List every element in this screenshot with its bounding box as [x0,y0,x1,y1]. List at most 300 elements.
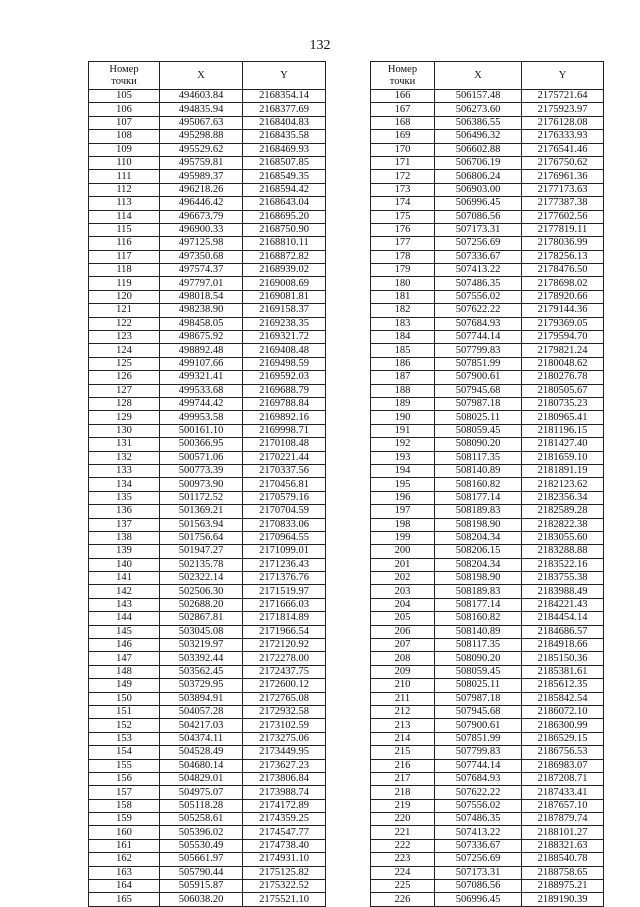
cell-point-number: 183 [371,317,435,330]
table-row [371,786,604,799]
cell-x: 504528.49 [160,746,243,759]
cell-x: 502135.78 [160,558,243,571]
cell-point-number: 217 [371,772,435,785]
cell-y: 2178476.50 [522,264,604,277]
cell-point-number: 111 [89,170,160,183]
table-row [371,411,604,424]
table-row [371,170,604,183]
table-row [371,384,604,397]
table-row [371,478,604,491]
cell-y: 2180276.78 [522,371,604,384]
table-row [89,531,326,544]
cell-x: 498675.92 [160,331,243,344]
table-row [89,692,326,705]
cell-x: 501172.52 [160,491,243,504]
cell-x: 494603.84 [160,90,243,103]
cell-point-number: 197 [371,505,435,518]
cell-y: 2170704.59 [243,505,326,518]
page-number: 132 [309,38,331,53]
table-row [89,197,326,210]
cell-y: 2170456.81 [243,478,326,491]
cell-x: 504680.14 [160,759,243,772]
table-row [371,143,604,156]
table-row [371,237,604,250]
cell-y: 2176333.93 [522,130,604,143]
cell-x: 508204.34 [435,531,522,544]
cell-point-number: 207 [371,639,435,652]
cell-x: 499321.41 [160,371,243,384]
table-row [89,90,326,103]
cell-point-number: 143 [89,598,160,611]
cell-x: 508160.82 [435,612,522,625]
cell-x: 507684.93 [435,772,522,785]
cell-point-number: 209 [371,665,435,678]
header-y: Y [522,62,604,90]
table-row [371,304,604,317]
cell-point-number: 161 [89,839,160,852]
cell-x: 508189.83 [435,585,522,598]
cell-point-number: 180 [371,277,435,290]
cell-y: 2185150.36 [522,652,604,665]
cell-y: 2178036.99 [522,237,604,250]
table-row [89,250,326,263]
cell-point-number: 133 [89,464,160,477]
cell-point-number: 167 [371,103,435,116]
cell-y: 2186983.07 [522,759,604,772]
cell-x: 500366.95 [160,438,243,451]
cell-y: 2169158.37 [243,304,326,317]
cell-point-number: 106 [89,103,160,116]
cell-x: 508090.20 [435,652,522,665]
table-row [89,183,326,196]
cell-y: 2170579.16 [243,491,326,504]
table-row [371,277,604,290]
cell-point-number: 190 [371,411,435,424]
cell-point-number: 152 [89,719,160,732]
table-row [371,505,604,518]
cell-x: 507413.22 [435,826,522,839]
cell-x: 505396.02 [160,826,243,839]
cell-y: 2185842.54 [522,692,604,705]
cell-point-number: 208 [371,652,435,665]
table-row [371,344,604,357]
cell-y: 2177173.63 [522,183,604,196]
cell-x: 507086.56 [435,880,522,893]
cell-y: 2184221.43 [522,598,604,611]
table-row [371,223,604,236]
cell-x: 508025.11 [435,411,522,424]
cell-point-number: 185 [371,344,435,357]
cell-point-number: 157 [89,786,160,799]
cell-point-number: 226 [371,893,435,906]
cell-y: 2184686.57 [522,625,604,638]
cell-y: 2186756.53 [522,746,604,759]
cell-point-number: 205 [371,612,435,625]
cell-x: 506996.45 [435,197,522,210]
cell-y: 2169408.48 [243,344,326,357]
cell-y: 2180965.41 [522,411,604,424]
cell-x: 507799.83 [435,344,522,357]
cell-y: 2180735.23 [522,397,604,410]
cell-point-number: 141 [89,572,160,585]
cell-x: 508059.45 [435,424,522,437]
cell-point-number: 176 [371,223,435,236]
cell-y: 2181891.19 [522,464,604,477]
cell-y: 2172120.92 [243,639,326,652]
cell-point-number: 147 [89,652,160,665]
cell-x: 495529.62 [160,143,243,156]
cell-x: 508177.14 [435,491,522,504]
cell-y: 2187433.41 [522,786,604,799]
table-row [89,103,326,116]
cell-y: 2182356.34 [522,491,604,504]
cell-x: 507744.14 [435,759,522,772]
cell-x: 495989.37 [160,170,243,183]
cell-point-number: 196 [371,491,435,504]
cell-y: 2170108.48 [243,438,326,451]
table-row [89,518,326,531]
table-row [371,331,604,344]
table-row [89,424,326,437]
cell-y: 2183055.60 [522,531,604,544]
cell-y: 2174738.40 [243,839,326,852]
cell-point-number: 204 [371,598,435,611]
table-row [89,612,326,625]
table-row [371,612,604,625]
cell-point-number: 171 [371,156,435,169]
table-row [89,625,326,638]
table-row [89,572,326,585]
table-row [89,746,326,759]
table-row [371,116,604,129]
cell-point-number: 223 [371,853,435,866]
cell-point-number: 146 [89,639,160,652]
table-row [89,317,326,330]
table-row [371,866,604,879]
table-row [371,424,604,437]
cell-y: 2186072.10 [522,705,604,718]
table-row [89,371,326,384]
cell-y: 2168750.90 [243,223,326,236]
cell-x: 507173.31 [435,866,522,879]
cell-point-number: 151 [89,705,160,718]
cell-y: 2172932.58 [243,705,326,718]
cell-x: 500773.39 [160,464,243,477]
table-row [89,732,326,745]
cell-x: 506903.00 [435,183,522,196]
cell-x: 498238.90 [160,304,243,317]
cell-point-number: 112 [89,183,160,196]
cell-x: 503045.08 [160,625,243,638]
cell-y: 2179144.36 [522,304,604,317]
cell-y: 2178920.66 [522,290,604,303]
cell-point-number: 215 [371,746,435,759]
cell-point-number: 163 [89,866,160,879]
cell-y: 2174359.25 [243,813,326,826]
cell-point-number: 115 [89,223,160,236]
cell-y: 2179369.05 [522,317,604,330]
cell-y: 2169688.79 [243,384,326,397]
cell-y: 2179594.70 [522,331,604,344]
cell-point-number: 219 [371,799,435,812]
cell-point-number: 114 [89,210,160,223]
table-row [371,665,604,678]
table-row [89,411,326,424]
table-row [371,772,604,785]
cell-y: 2172278.00 [243,652,326,665]
cell-y: 2169892.16 [243,411,326,424]
cell-x: 505915.87 [160,880,243,893]
cell-point-number: 142 [89,585,160,598]
cell-point-number: 129 [89,411,160,424]
cell-x: 508189.83 [435,505,522,518]
cell-y: 2168435.58 [243,130,326,143]
cell-point-number: 169 [371,130,435,143]
table-row [371,451,604,464]
cell-y: 2171814.89 [243,612,326,625]
header-x: X [160,62,243,90]
cell-x: 506038.20 [160,893,243,906]
cell-x: 501369.21 [160,505,243,518]
table-row [89,130,326,143]
cell-x: 501563.94 [160,518,243,531]
cell-y: 2178256.13 [522,250,604,263]
cell-point-number: 192 [371,438,435,451]
header-y: Y [243,62,326,90]
cell-y: 2171376.76 [243,572,326,585]
cell-x: 505258.61 [160,813,243,826]
cell-y: 2170964.55 [243,531,326,544]
cell-point-number: 170 [371,143,435,156]
cell-point-number: 179 [371,264,435,277]
cell-x: 503729.95 [160,679,243,692]
cell-x: 504374.11 [160,732,243,745]
cell-y: 2169321.72 [243,331,326,344]
cell-point-number: 177 [371,237,435,250]
cell-x: 497350.68 [160,250,243,263]
table-row [89,853,326,866]
cell-y: 2187879.74 [522,813,604,826]
cell-point-number: 206 [371,625,435,638]
cell-x: 507851.99 [435,357,522,370]
cell-point-number: 139 [89,545,160,558]
cell-point-number: 107 [89,116,160,129]
cell-x: 494835.94 [160,103,243,116]
cell-x: 507851.99 [435,732,522,745]
cell-point-number: 130 [89,424,160,437]
table-row [89,705,326,718]
cell-x: 507413.22 [435,264,522,277]
cell-y: 2183988.49 [522,585,604,598]
table-row [371,290,604,303]
cell-point-number: 127 [89,384,160,397]
cell-x: 506806.24 [435,170,522,183]
cell-point-number: 120 [89,290,160,303]
table-row [89,156,326,169]
table-row [371,679,604,692]
cell-y: 2185612.35 [522,679,604,692]
cell-x: 507945.68 [435,705,522,718]
cell-y: 2168354.14 [243,90,326,103]
cell-x: 507987.18 [435,397,522,410]
cell-point-number: 109 [89,143,160,156]
cell-y: 2181659.10 [522,451,604,464]
cell-x: 501947.27 [160,545,243,558]
cell-y: 2175721.64 [522,90,604,103]
table-row [371,558,604,571]
table-row [371,545,604,558]
cell-y: 2175322.52 [243,880,326,893]
cell-point-number: 136 [89,505,160,518]
table-row [89,237,326,250]
cell-y: 2168939.02 [243,264,326,277]
header-point-number: Номер точки [371,62,435,90]
table-row [371,639,604,652]
cell-x: 507173.31 [435,223,522,236]
table-row [371,371,604,384]
cell-x: 502867.81 [160,612,243,625]
cell-point-number: 126 [89,371,160,384]
table-row [89,639,326,652]
cell-x: 500161.10 [160,424,243,437]
cell-y: 2174172.89 [243,799,326,812]
cell-y: 2172437.75 [243,665,326,678]
cell-y: 2186300.99 [522,719,604,732]
cell-point-number: 198 [371,518,435,531]
cell-point-number: 174 [371,197,435,210]
cell-point-number: 172 [371,170,435,183]
cell-point-number: 119 [89,277,160,290]
cell-x: 508025.11 [435,679,522,692]
table-row [89,277,326,290]
cell-x: 507556.02 [435,799,522,812]
cell-y: 2168469.93 [243,143,326,156]
cell-y: 2184454.14 [522,612,604,625]
coordinates-table-left [88,61,326,907]
cell-point-number: 144 [89,612,160,625]
cell-point-number: 110 [89,156,160,169]
coordinates-table-right [370,61,604,907]
cell-point-number: 117 [89,250,160,263]
cell-y: 2175125.82 [243,866,326,879]
table-row [371,880,604,893]
cell-point-number: 124 [89,344,160,357]
cell-x: 495298.88 [160,130,243,143]
cell-point-number: 131 [89,438,160,451]
cell-point-number: 125 [89,357,160,370]
cell-y: 2169081.81 [243,290,326,303]
table-row [89,813,326,826]
cell-y: 2168549.35 [243,170,326,183]
cell-y: 2168594.42 [243,183,326,196]
cell-x: 504829.01 [160,772,243,785]
cell-point-number: 178 [371,250,435,263]
cell-x: 505661.97 [160,853,243,866]
cell-point-number: 168 [371,116,435,129]
cell-x: 508059.45 [435,665,522,678]
cell-y: 2169998.71 [243,424,326,437]
cell-point-number: 213 [371,719,435,732]
cell-y: 2173627.23 [243,759,326,772]
table-row [371,103,604,116]
table-row [89,598,326,611]
table-row [371,397,604,410]
cell-point-number: 203 [371,585,435,598]
cell-x: 507945.68 [435,384,522,397]
cell-point-number: 189 [371,397,435,410]
cell-point-number: 184 [371,331,435,344]
table-row [371,598,604,611]
cell-y: 2181196.15 [522,424,604,437]
table-row [89,304,326,317]
table-row [89,652,326,665]
table-row [89,264,326,277]
cell-point-number: 186 [371,357,435,370]
table-row [371,90,604,103]
cell-x: 508198.90 [435,518,522,531]
table-row [371,317,604,330]
cell-y: 2168507.85 [243,156,326,169]
table-row [371,531,604,544]
cell-x: 503219.97 [160,639,243,652]
cell-x: 496673.79 [160,210,243,223]
cell-point-number: 122 [89,317,160,330]
cell-point-number: 195 [371,478,435,491]
table-row [89,826,326,839]
cell-x: 506273.60 [435,103,522,116]
cell-y: 2168810.11 [243,237,326,250]
table-row [371,156,604,169]
cell-point-number: 187 [371,371,435,384]
cell-x: 499953.58 [160,411,243,424]
cell-point-number: 155 [89,759,160,772]
cell-y: 2168404.83 [243,116,326,129]
table-row [89,491,326,504]
cell-y: 2171519.97 [243,585,326,598]
cell-x: 507486.35 [435,277,522,290]
table-row [371,197,604,210]
cell-point-number: 121 [89,304,160,317]
table-row [89,384,326,397]
cell-y: 2182822.38 [522,518,604,531]
table-row [371,464,604,477]
cell-point-number: 210 [371,679,435,692]
cell-y: 2187657.10 [522,799,604,812]
table-row [89,290,326,303]
table-row [371,826,604,839]
cell-y: 2168872.82 [243,250,326,263]
cell-x: 502322.14 [160,572,243,585]
table-row [89,759,326,772]
cell-y: 2169008.69 [243,277,326,290]
cell-x: 495067.63 [160,116,243,129]
cell-point-number: 123 [89,331,160,344]
table-row [371,692,604,705]
cell-point-number: 108 [89,130,160,143]
table-row [371,719,604,732]
cell-y: 2183288.88 [522,545,604,558]
cell-point-number: 199 [371,531,435,544]
cell-point-number: 128 [89,397,160,410]
table-row [89,505,326,518]
cell-point-number: 212 [371,705,435,718]
cell-y: 2175923.97 [522,103,604,116]
cell-y: 2168695.20 [243,210,326,223]
cell-point-number: 214 [371,732,435,745]
cell-point-number: 113 [89,197,160,210]
header-x: X [435,62,522,90]
cell-x: 499107.66 [160,357,243,370]
